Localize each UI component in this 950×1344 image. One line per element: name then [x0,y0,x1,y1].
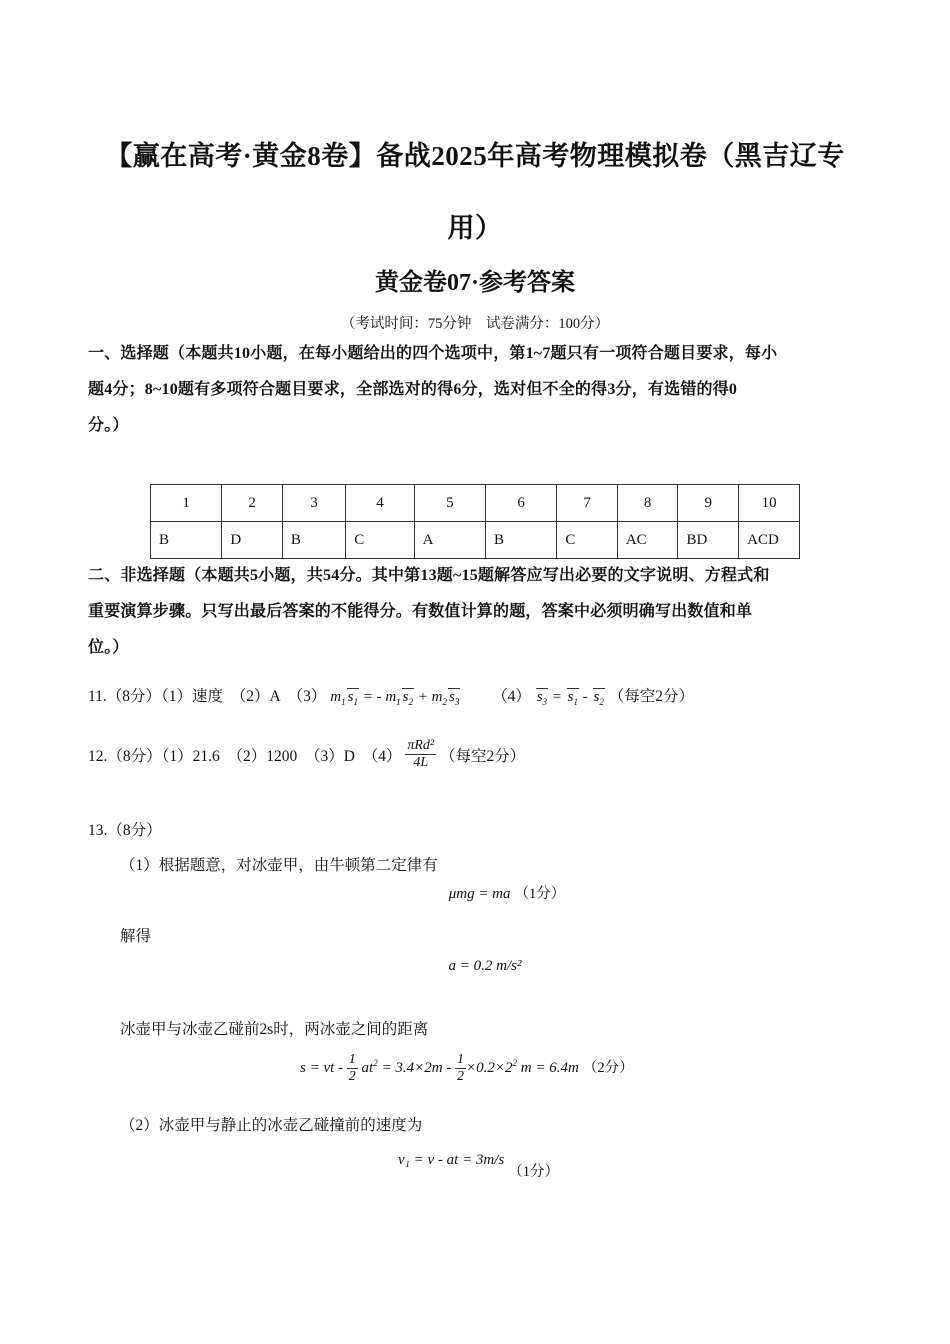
answer-cell: B [151,522,222,559]
q12-fraction-numerator: πRd² [407,738,435,753]
q11-prefix: 11.（8分）（1）速度 （2）A （3） [88,688,327,705]
section1-line2: 题4分；8~10题有多项符合题目要求，全部选对的得6分，选对但不全的得3分，有选错的得0 [88,381,738,398]
q13-part2-text: （2）冰壶甲与静止的冰壶乙碰撞前的速度为 [120,1117,423,1134]
answer-cell: D [222,522,283,559]
answer-cell: B [282,522,345,559]
q13-equation-4-score: （1分） [508,1164,560,1180]
question-number-cell: 3 [282,485,345,522]
q13-part1-text: （1）根据题意，对冰壶甲，由牛顿第二定律有 [120,857,438,874]
q13-equation-1-row [0,882,950,903]
q13-equation-3-score: （2分） [582,1059,634,1076]
answer-table-answer-row [151,522,800,559]
answer-cell: ACD [739,522,800,559]
q13-equation-1: μmg = ma [448,886,511,902]
answer-table-number-row [151,485,800,522]
question-12-answer [88,738,888,771]
question-number-cell: 2 [222,485,283,522]
q12-fraction [405,738,436,771]
q12-prefix: 12.（8分）（1）21.6 （2）1200 （3）D （4） [88,747,402,765]
answer-cell: C [346,522,414,559]
document-subtitle: 黄金卷07·参考答案 [374,270,575,296]
answer-cell: A [414,522,485,559]
q13-heading: 13.（8分） [88,822,162,839]
q11-part4: （4） [492,688,531,705]
q11-formula-4: $s_3 = s_1 - s_2$ [536,689,604,707]
answer-table [150,484,800,559]
question-number-cell: 4 [346,485,414,522]
q12-fraction-denominator: 4L [413,755,429,770]
q13-equation-4-row [398,1148,560,1180]
section1-line3: 分。） [88,417,129,434]
q13-equation-2-row [0,957,950,975]
q13-part1-distance-text: 冰壶甲与冰壶乙碰前2s时，两冰壶之间的距离 [120,1021,429,1038]
question-number-cell: 1 [151,485,222,522]
exam-info: （考试时间：75分钟 试卷满分：100分） [340,316,610,332]
q13-equation-2: a = 0.2 m/s² [448,958,522,974]
section1-instructions [88,336,868,444]
q13-equation-1-score: （1分） [514,886,566,902]
q11-score-note: （每空2分） [608,688,694,705]
section2-line3: 位。） [88,639,129,656]
section1-line1: 一、选择题（本题共10小题，在每小题给出的四个选项中，第1~7题只有一项符合题目要求，每小 [88,345,778,362]
section2-line1: 二、非选择题（本题共5小题，共54分。其中第13题~15题解答应写出必要的文字说明、方程式和 [88,567,770,584]
question-number-cell: 7 [557,485,617,522]
answer-cell: C [557,522,617,559]
document-title-line1: 【赢在高考·黄金8卷】备战2025年高考物理模拟卷（黑吉辽专 [105,141,845,171]
question-number-cell: 9 [678,485,739,522]
document-title-line2: 用） [447,213,503,243]
q11-formula-3: $m_1$ $s_1$ = - $m_1$ $s_2 + m_2$ $s_3$ [330,689,460,707]
answer-cell: BD [678,522,739,559]
question-number-cell: 6 [486,485,557,522]
q13-equation-4: v₁ = v - at = 3m/s [398,1152,505,1168]
question-11-answer [88,684,888,707]
section2-instructions [88,558,868,666]
question-number-cell: 5 [414,485,485,522]
answer-cell: B [486,522,557,559]
q13-equation-3: s = vt - $\frac{1}{2}$ $at^2 = 3.4\times 2m$ - $\frac{1}{2}$ $\times 0.2\times 2^2$ m = 6.4m [300,1052,579,1084]
question-number-cell: 8 [617,485,678,522]
answer-cell: AC [617,522,678,559]
q13-equation-3-row [300,1052,634,1085]
question-number-cell: 10 [739,485,800,522]
q12-score-note: （每空2分） [439,747,526,765]
q13-solve-label: 解得 [120,928,152,945]
section2-line2: 重要演算步骤。只写出最后答案的不能得分。有数值计算的题，答案中必须明确写出数值和单 [88,603,753,620]
